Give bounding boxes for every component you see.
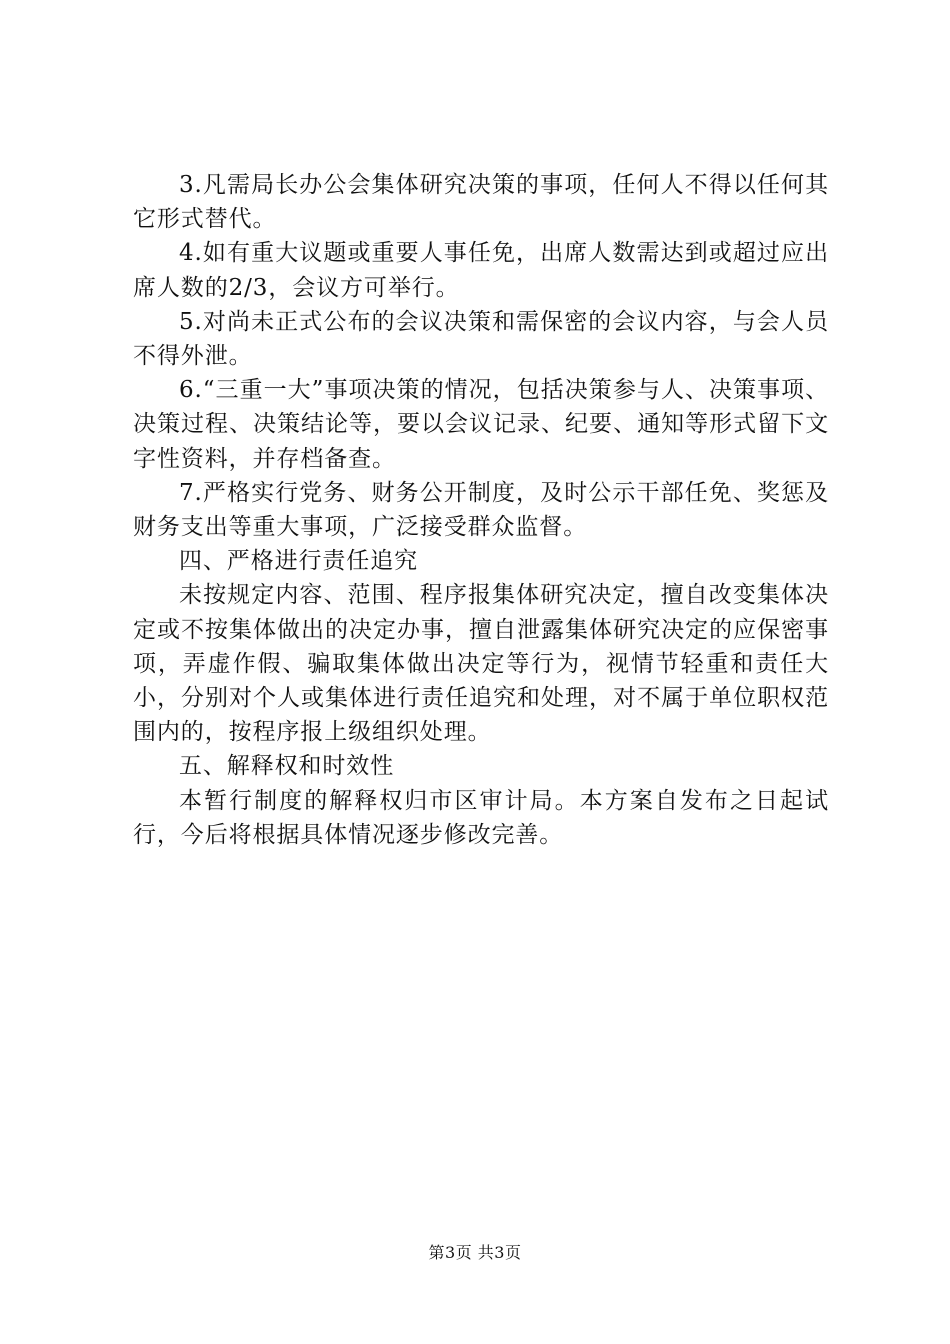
paragraph-item-4: 4.如有重大议题或重要人事任免，出席人数需达到或超过应出席人数的2/3，会议方可举行。 — [133, 240, 829, 301]
page-number-footer: 第3页 共3页 — [428, 1243, 522, 1262]
paragraph-item-7: 7.严格实行党务、财务公开制度，及时公示干部任免、奖惩及财务支出等重大事项，广泛接受群众监督。 — [133, 479, 829, 541]
paragraph-item-6: 6.“三重一大”事项决策的情况，包括决策参与人、决策事项、决策过程、决策结论等，要以会议记录、纪要、通知等形式留下文字性资料，并存档备查。 — [133, 377, 829, 472]
document-body — [133, 168, 829, 852]
paragraph-item-3: 3.凡需局长办公会集体研究决策的事项，任何人不得以任何其它形式替代。 — [133, 172, 829, 233]
section-heading-accountability: 四、严格进行责任追究 — [179, 548, 418, 575]
paragraph-accountability: 未按规定内容、范围、程序报集体研究决定，擅自改变集体决定或不按集体做出的决定办事，擅自泄露集体研究决定的应保密事项，弄虚作假、骗取集体做出决定等行为，视情节轻重和责任大小，分别对个人或集体进行责任追究和处理，对不属于单位职权范围内的，按程序报上级组织处理。 — [133, 582, 829, 746]
paragraph-interpretation: 本暂行制度的解释权归市区审计局。本方案自发布之日起试行，今后将根据具体情况逐步修改完善。 — [133, 787, 829, 848]
section-heading-interpretation: 五、解释权和时效性 — [179, 753, 395, 780]
paragraph-item-5: 5.对尚未正式公布的会议决策和需保密的会议内容，与会人员不得外泄。 — [133, 308, 829, 370]
